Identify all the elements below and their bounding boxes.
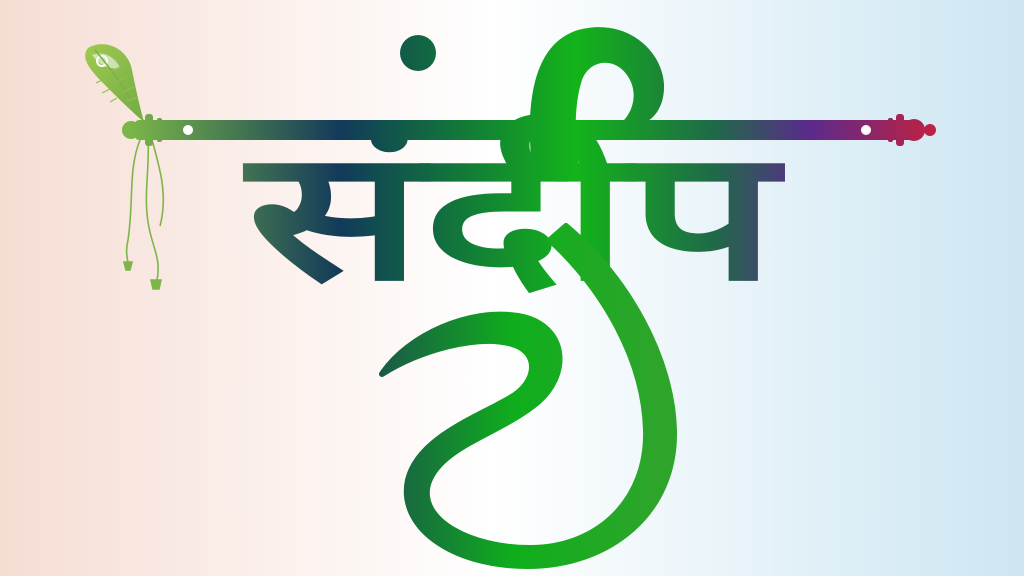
calligraphic-name: संदीप — [242, 112, 786, 321]
anusvara-dot — [400, 35, 436, 71]
